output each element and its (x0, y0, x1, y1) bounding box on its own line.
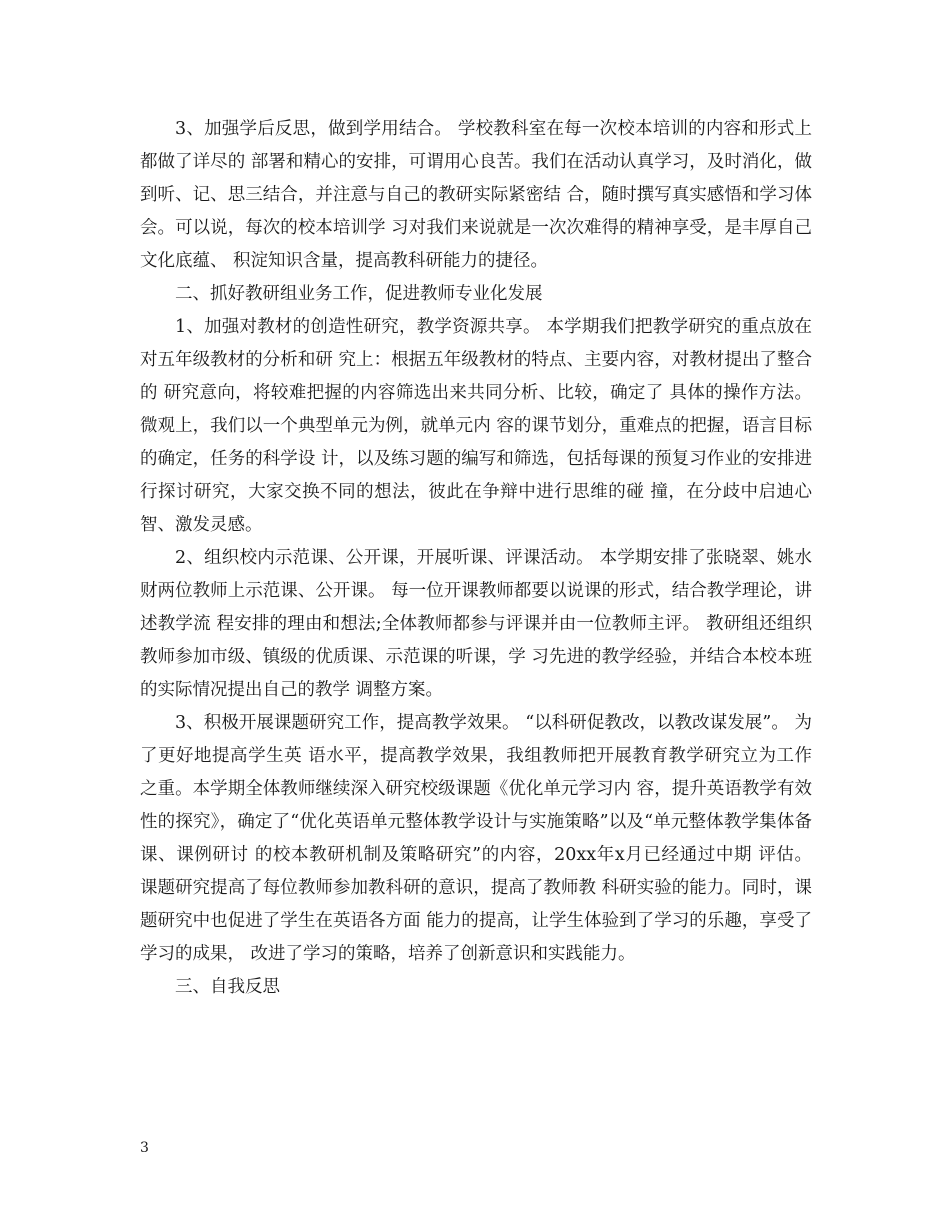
page-number: 3 (140, 1140, 149, 1156)
section-heading-teaching-group: 二、抓好教研组业务工作，促进教师专业化发展 (175, 284, 543, 304)
section-heading-self-reflection: 三、自我反思 (175, 977, 280, 997)
document-body (140, 113, 812, 1004)
paragraph-reflection: 3、加强学后反思，做到学用结合。 学校教科室在每一次校本培训的内容和形式上都做了详尽的 部署和精心的安排，可谓用心良苦。我们在活动认真学习，及时消化，做到听、记、思三结合，并注意与自己的教研实际紧密结 合，随时撰写真实感悟和学习体会。可以说，每次的校本培训学 习对我们来说就是一次次难得的精神享受，是丰厚自己文化底蕴、 积淀知识含量，提高教科研能力的捷径。 (140, 119, 812, 271)
paragraph-textbook-research: 1、加强对教材的创造性研究，教学资源共享。 本学期我们把教学研究的重点放在对五年级教材的分析和研 究上：根据五年级教材的特点、主要内容，对教材提出了整合的 研究意向，将较难把握的内容筛选出来共同分析、比较，确定了 具体的操作方法。微观上，我们以一个典型单元为例，就单元内 容的课节划分，重难点的把握，语言目标的确定，任务的科学设 计，以及练习题的编写和筛选，包括每课的预复习作业的安排进 行探讨研究，大家交换不同的想法，彼此在争辩中进行思维的碰 撞，在分歧中启迪心智、激发灵感。 (140, 317, 812, 535)
paragraph-research-projects: 3、积极开展课题研究工作，提高教学效果。 “以科研促教改，以教改谋发展”。 为了更好地提高学生英 语水平，提高教学效果，我组教师把开展教育教学研究立为工作 之重。本学期全体教师继续深入研究校级课题《优化单元学习内 容，提升英语教学有效性的探究》，确定了“优化英语单元整体教学设计与实施策略”以及“单元整体教学集体备课、课例研讨 的校本教研机制及策略研究”的内容，20xx年x月已经通过中期 评估。 课题研究提高了每位教师参加教科研的意识，提高了教师教 科研实验的能力。同时，课题研究中也促进了学生在英语各方面 能力的提高，让学生体验到了学习的乐趣，享受了学习的成果， 改进了学习的策略，培养了创新意识和实践能力。 (140, 713, 812, 964)
paragraph-demo-lessons: 2、组织校内示范课、公开课，开展听课、评课活动。 本学期安排了张晓翠、姚水财两位教师上示范课、公开课。 每一位开课教师都要以说课的形式，结合教学理论，讲述教学流 程安排的理由和想法;全体教师都参与评课并由一位教师主评。 教研组还组织教师参加市级、镇级的优质课、示范课的听课，学 习先进的教学经验，并结合本校本班的实际情况提出自己的教学 调整方案。 (140, 548, 812, 700)
